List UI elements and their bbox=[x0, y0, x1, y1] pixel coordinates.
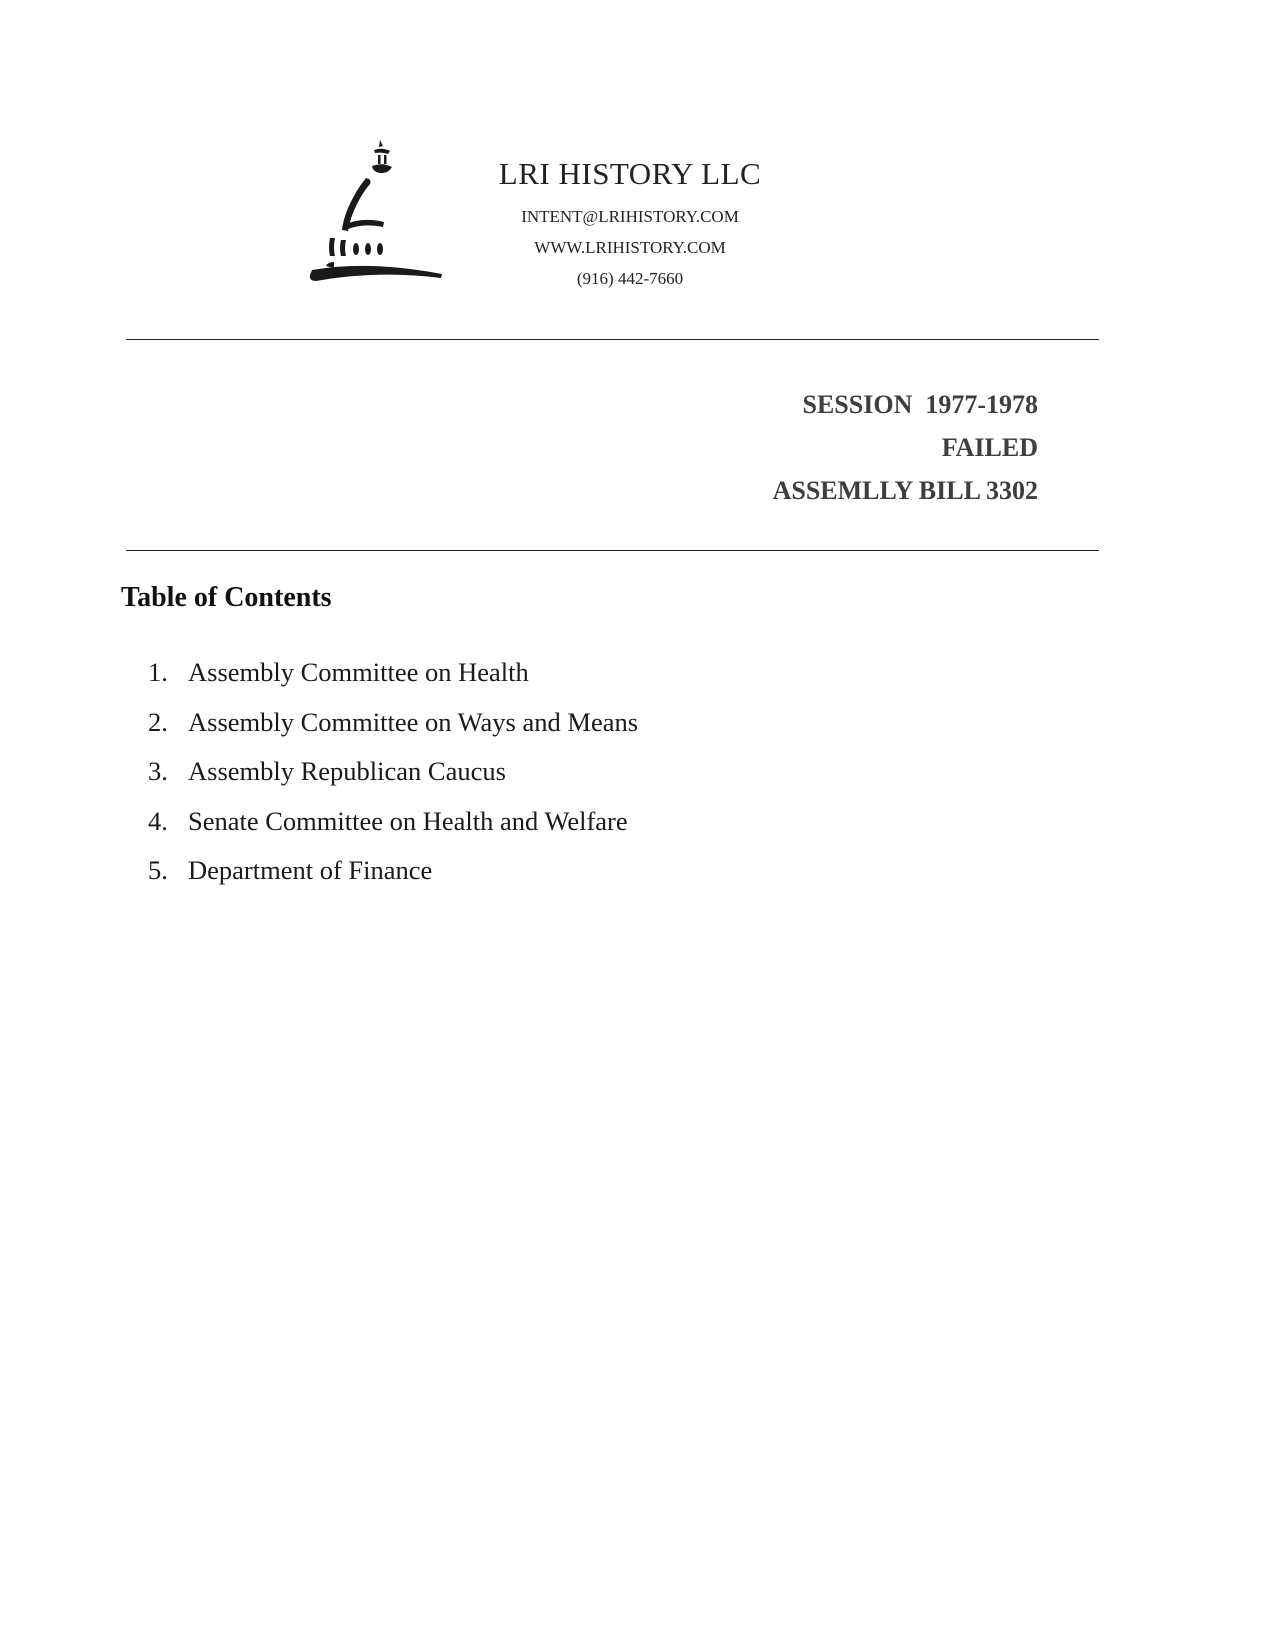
toc-item-number: 4. bbox=[148, 805, 168, 836]
company-phone: (916) 442-7660 bbox=[576, 269, 684, 288]
toc-item-label: Assembly Committee on Health bbox=[188, 657, 529, 687]
toc-item bbox=[148, 747, 638, 797]
bottom-divider bbox=[126, 550, 1099, 551]
capitol-dome-logo bbox=[308, 138, 448, 298]
toc-item-label: Senate Committee on Health and Welfare bbox=[188, 805, 628, 836]
toc-title: Table of Contents bbox=[121, 582, 332, 613]
toc-item bbox=[148, 648, 638, 698]
bill-info bbox=[773, 383, 1038, 512]
toc-item bbox=[148, 698, 638, 748]
toc-item-number: 1. bbox=[148, 657, 168, 687]
toc-item-label: Assembly Committee on Ways and Means bbox=[188, 706, 639, 737]
toc-list bbox=[148, 648, 638, 896]
toc-item-number: 3. bbox=[148, 756, 168, 786]
toc-item bbox=[148, 797, 638, 847]
session-label: SESSION 1977-1978 bbox=[802, 390, 1038, 419]
bill-name: ASSEMLLY BILL 3302 bbox=[772, 476, 1038, 505]
toc-item-number: 5. bbox=[148, 855, 168, 885]
company-website: WWW.LRIHISTORY.COM bbox=[534, 238, 726, 257]
toc-item bbox=[148, 846, 638, 896]
company-info bbox=[440, 158, 820, 294]
toc-item-label: Department of Finance bbox=[188, 855, 433, 885]
top-divider bbox=[126, 339, 1099, 340]
toc-item-label: Assembly Republican Caucus bbox=[188, 756, 506, 786]
toc-item-number: 2. bbox=[148, 706, 168, 737]
company-name: LRI HISTORY LLC bbox=[498, 156, 762, 191]
company-email: INTENT@LRIHISTORY.COM bbox=[521, 207, 739, 226]
bill-status: FAILED bbox=[941, 433, 1038, 462]
